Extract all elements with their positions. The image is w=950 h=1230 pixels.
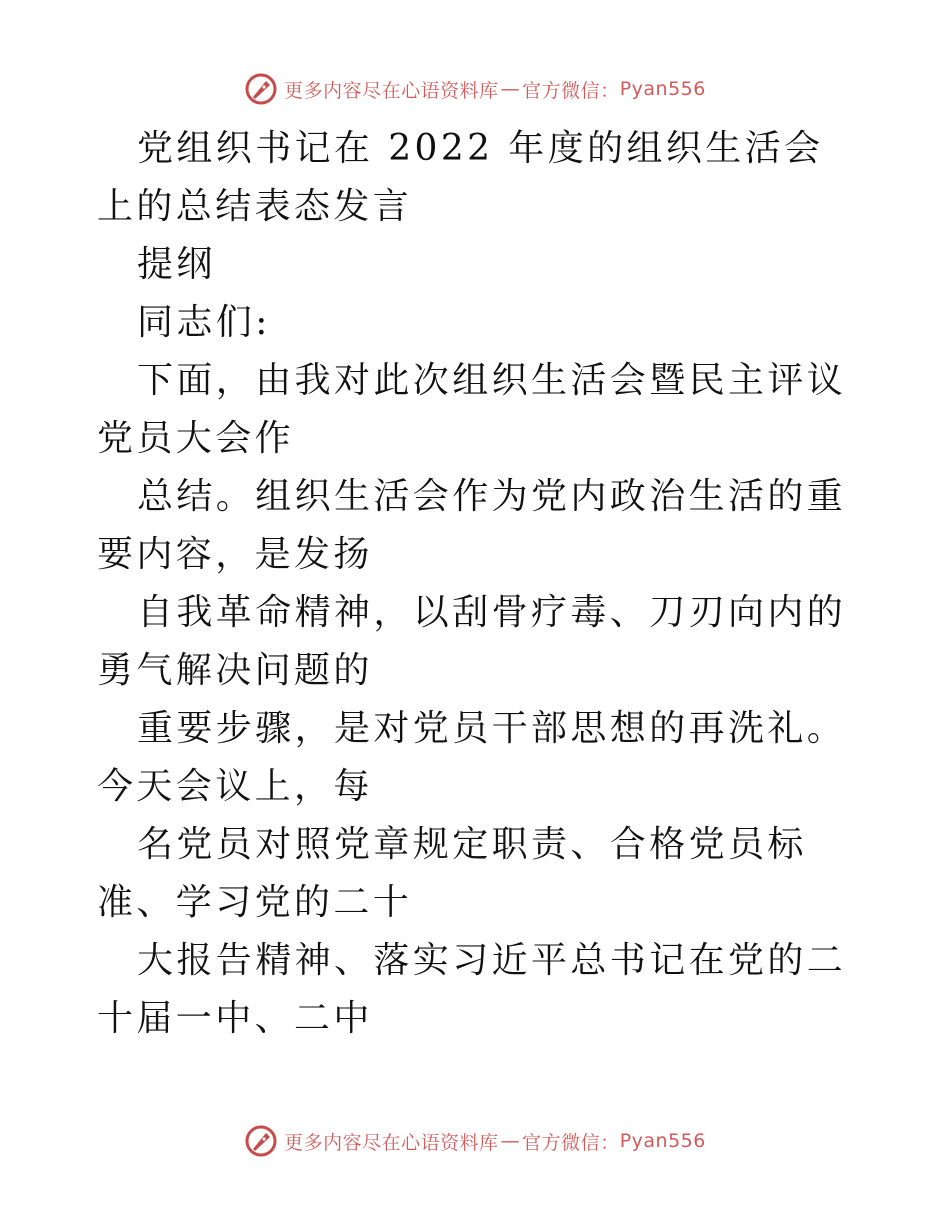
watermark-site: 更多内容尽在心语资料库 (284, 1131, 499, 1154)
paragraph-outline: 提纲 (137, 244, 216, 285)
footer-watermark (0, 1124, 950, 1158)
paragraph: 自我革命精神，以刮骨疗毒、刀刃向内的勇气解决问题的 (97, 592, 847, 691)
watermark-wechat-label: 官方微信： (522, 1131, 620, 1154)
pen-nib-icon (244, 1124, 278, 1158)
paragraph: 总结。组织生活会作为党内政治生活的重要内容，是发扬 (97, 476, 847, 575)
watermark-separator: — (500, 1130, 521, 1152)
document-body (97, 120, 857, 1048)
watermark-site: 更多内容尽在心语资料库 (284, 79, 499, 102)
pen-nib-icon (244, 72, 278, 106)
paragraph: 名党员对照党章规定职责、合格党员标准、学习党的二十 (97, 824, 807, 923)
header-watermark (0, 72, 950, 106)
watermark-wechat-label: 官方微信： (522, 79, 620, 102)
watermark-wechat-id: Pyan556 (619, 1130, 706, 1152)
watermark-separator: — (500, 78, 521, 100)
paragraph-title: 党组织书记在 2022 年度的组织生活会上的总结表态发言 (97, 128, 824, 227)
paragraph: 大报告精神、落实习近平总书记在党的二十届一中、二中 (97, 940, 847, 1039)
watermark-wechat-id: Pyan556 (619, 78, 706, 100)
paragraph: 下面，由我对此次组织生活会暨民主评议党员大会作 (97, 360, 847, 459)
paragraph: 重要步骤，是对党员干部思想的再洗礼。今天会议上，每 (97, 708, 847, 807)
paragraph-greeting: 同志们: (137, 302, 271, 343)
